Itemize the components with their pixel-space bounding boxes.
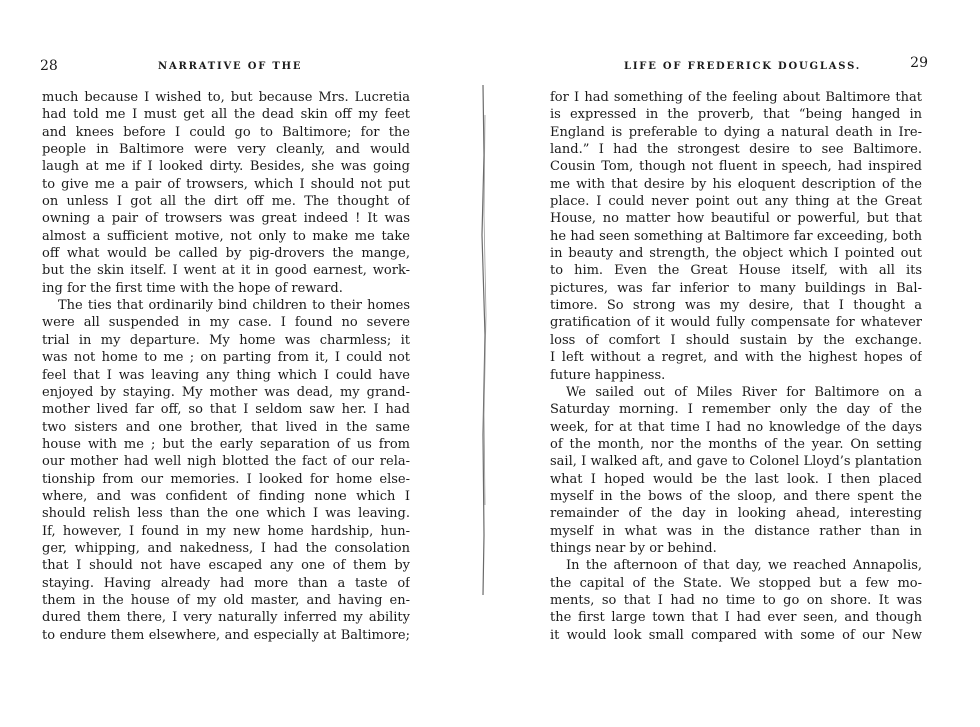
- text-line: what I hoped would be the last look. I then placed: [550, 471, 922, 487]
- page-number: 29: [910, 55, 928, 71]
- text-line: staying. Having already had more than a taste of: [42, 575, 410, 591]
- text-line: it would look small compared with some of our New: [550, 627, 922, 643]
- text-line: was not home to me ; on parting from it, I could not: [42, 350, 410, 366]
- right-page: [490, 0, 980, 727]
- text-line: on unless I got all the dirt off me. The thought of: [42, 194, 410, 210]
- text-line: myself in the bows of the sloop, and there spent the: [550, 488, 922, 504]
- page-gutter-shadow: [478, 75, 490, 635]
- text-line: timore. So strong was my desire, that I thought a: [550, 298, 922, 314]
- text-line: place. I could never point out any thing at the Great: [550, 194, 922, 210]
- text-line: tionship from our memories. I looked for home else-: [42, 471, 410, 487]
- text-line: the first large town that I had ever seen, and though: [550, 610, 922, 626]
- text-line: in beauty and strength, the object which I pointed out: [550, 246, 922, 262]
- text-line: I left without a regret, and with the highest hopes of: [550, 350, 922, 366]
- text-line: pictures, was far inferior to many buildings in Bal-: [550, 280, 922, 296]
- text-line: laugh at me if I looked dirty. Besides, she was going: [42, 159, 410, 175]
- text-line: house with me ; but the early separation of us from: [42, 436, 410, 452]
- text-line: future happiness.: [550, 367, 666, 383]
- text-line: gratification of it would fully compensate for whatever: [550, 315, 922, 331]
- right-page-header: [550, 55, 928, 78]
- text-line: people in Baltimore were very cleanly, and would: [42, 142, 410, 158]
- text-line: almost a sufficient motive, not only to make me take: [42, 228, 410, 244]
- text-line: feel that I was leaving any thing which I could have: [42, 367, 410, 383]
- text-line: We sailed out of Miles River for Baltimore on a: [566, 384, 922, 400]
- right-page-body-text: [550, 89, 922, 644]
- text-line: dured them there, I very naturally inferred my ability: [42, 610, 410, 626]
- text-line: to endure them elsewhere, and especially at Baltimore;: [42, 627, 410, 643]
- text-line: he had seen something at Baltimore far exceeding, both: [550, 228, 922, 244]
- text-line: myself in what was in the distance rather than in: [550, 523, 922, 539]
- running-title: LIFE OF FREDERICK DOUGLASS.: [624, 61, 862, 72]
- text-line: had told me I must get all the dead skin off my feet: [42, 107, 410, 123]
- text-line: sail, I walked aft, and gave to Colonel Lloyd’s plantation: [550, 454, 922, 470]
- text-line: House, no matter how beautiful or powerful, but that: [550, 211, 922, 227]
- text-line: but the skin itself. I went at it in good earnest, work-: [42, 263, 410, 279]
- text-line: Cousin Tom, though not fluent in speech, had inspired: [550, 159, 922, 175]
- text-line: things near by or behind.: [550, 540, 717, 556]
- text-line: our mother had well nigh blotted the fact of our rela-: [42, 454, 410, 470]
- text-line: is expressed in the proverb, that “being hanged in: [550, 107, 922, 123]
- text-line: If, however, I found in my new home hardship, hun-: [42, 523, 410, 539]
- text-line: for I had something of the feeling about Baltimore that: [550, 90, 922, 105]
- text-line: two sisters and one brother, that lived in the same: [42, 419, 410, 435]
- page-number: 28: [40, 58, 58, 74]
- text-line: where, and was confident of finding none which I: [42, 488, 410, 504]
- text-line: should relish less than the one which I was leaving.: [42, 506, 410, 522]
- text-line: land.” I had the strongest desire to see Baltimore.: [550, 142, 922, 158]
- text-line: England is preferable to dying a natural death in Ire-: [550, 124, 922, 140]
- text-line: the capital of the State. We stopped but a few mo-: [550, 575, 922, 591]
- left-page-header: [40, 58, 412, 78]
- text-line: of the month, nor the months of the year. On setting: [550, 436, 922, 452]
- text-line: week, for at that time I had no knowledge of the days: [550, 419, 922, 435]
- text-line: trial in my departure. My home was charmless; it: [42, 332, 410, 348]
- text-line: Saturday morning. I remember only the day of the: [550, 402, 922, 418]
- left-page: [0, 0, 480, 727]
- text-line: mother lived far off, so that I seldom saw her. I had: [42, 402, 410, 418]
- text-line: ger, whipping, and nakedness, I had the consolation: [42, 540, 410, 556]
- text-line: owning a pair of trowsers was great indeed ! It was: [42, 211, 410, 227]
- text-line: ments, so that I had no time to go on shore. It was: [550, 592, 922, 608]
- text-line: them in the house of my old master, and having en-: [42, 592, 410, 608]
- text-line: much because I wished to, but because Mrs. Lucretia: [42, 90, 410, 105]
- running-title: NARRATIVE OF THE: [158, 61, 303, 72]
- text-line: ing for the first time with the hope of reward.: [42, 280, 343, 296]
- left-page-body-text: [42, 89, 410, 644]
- text-line: loss of comfort I should sustain by the exchange.: [550, 332, 922, 348]
- text-line: remainder of the day in looking ahead, interesting: [550, 506, 922, 522]
- text-line: me with that desire by his eloquent description of the: [550, 176, 922, 192]
- text-line: that I should not have escaped any one of them by: [42, 558, 410, 574]
- text-line: enjoyed by staying. My mother was dead, my grand-: [42, 384, 410, 400]
- text-line: to him. Even the Great House itself, with all its: [550, 263, 922, 279]
- text-line: In the afternoon of that day, we reached Annapolis,: [566, 558, 922, 574]
- text-line: The ties that ordinarily bind children to their homes: [58, 298, 410, 314]
- text-line: and knees before I could go to Baltimore; for the: [42, 124, 410, 140]
- text-line: were all suspended in my case. I found no severe: [42, 315, 410, 331]
- text-line: off what would be called by pig-drovers the mange,: [42, 246, 410, 262]
- text-line: to give me a pair of trowsers, which I should not put: [42, 176, 410, 192]
